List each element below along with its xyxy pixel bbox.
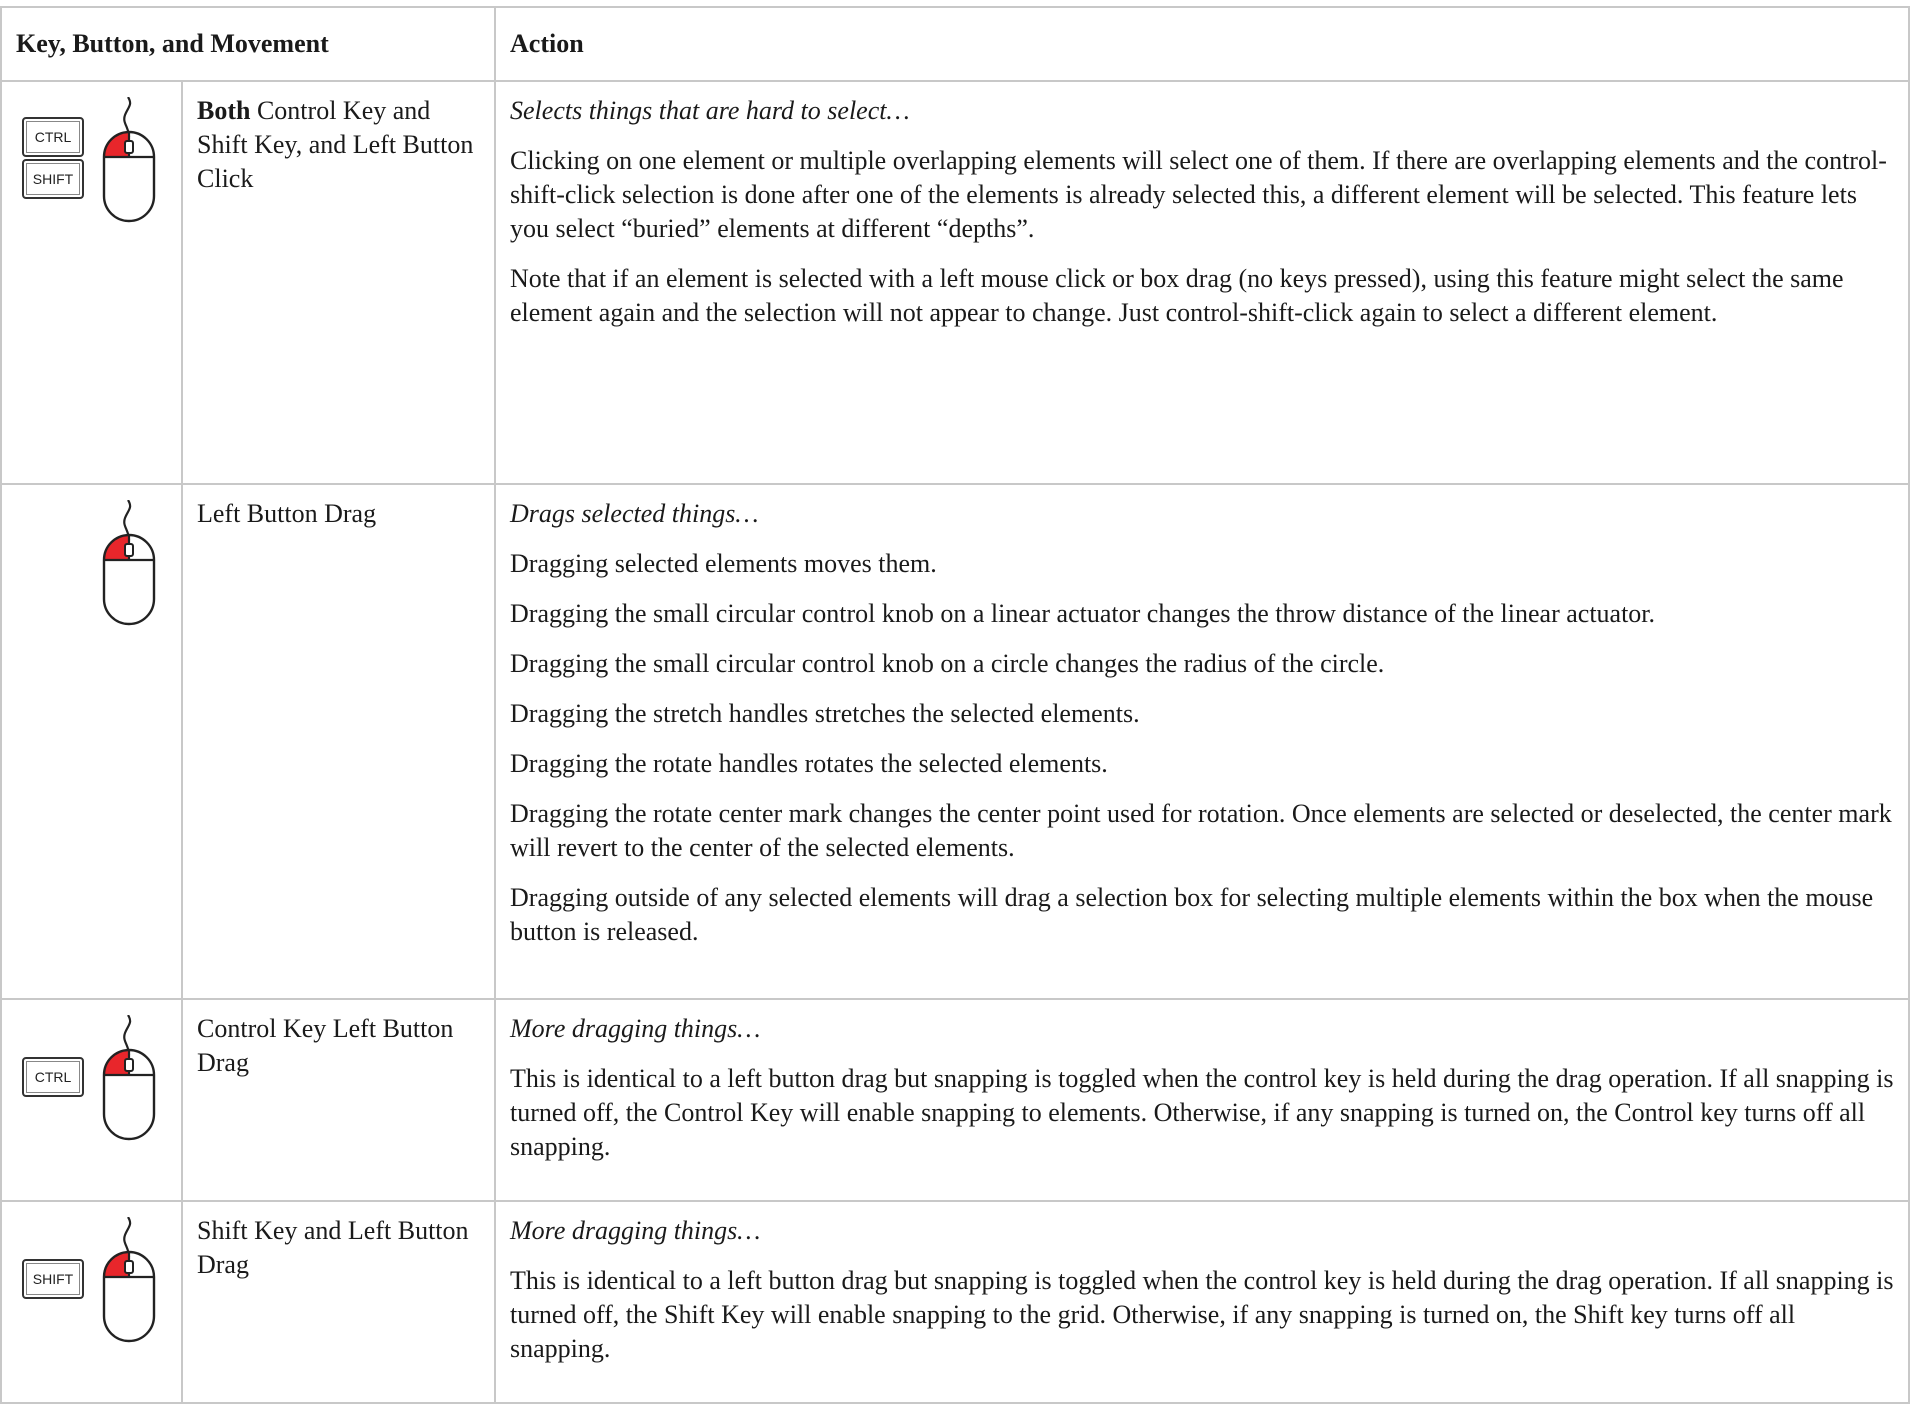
mouse-actions-table [0,6,1910,1404]
table-header-row [1,7,1909,81]
mouse-left-button-icon [98,1015,160,1141]
mouse-left-button-icon [98,1217,160,1343]
action-paragraph: Dragging the rotate handles rotates the selected elements. [510,749,1108,778]
key-text: Control Key and Shift Key, and Left Button Click [197,96,474,193]
action-description [495,1201,1909,1403]
action-paragraph: Dragging the small circular control knob on a linear actuator changes the throw distance of the linear actuator. [510,599,1656,628]
action-paragraph: This is identical to a left button drag but snapping is toggled when the control key is held during the drag operation. If all snapping is turned off, the Shift Key will enable snapping to the grid. Otherwise, if any snapping is turned on, the Shift key turns off all snapping. [510,1266,1894,1363]
ctrl-key-icon: CTRL [22,1057,84,1097]
action-paragraph: Dragging the stretch handles stretches the selected elements. [510,699,1140,728]
action-paragraph: Dragging the rotate center mark changes the center point used for rotation. Once elements are selected or deselected, the center mark will revert to the center of the selected elements. [510,799,1892,862]
action-paragraph: Dragging the small circular control knob on a circle changes the radius of the circle. [510,649,1385,678]
icon-cell [1,484,182,999]
key-emphasis: Both [197,96,251,125]
key-text: Shift Key and Left Button Drag [197,1216,469,1279]
action-description [495,81,1909,484]
action-description [495,484,1909,999]
shift-key-icon: SHIFT [22,1259,84,1299]
shift-key-icon: SHIFT [22,159,84,199]
mouse-left-button-icon [98,97,160,223]
action-paragraph: Clicking on one element or multiple overlapping elements will select one of them. If there are overlapping elements and the control-shift-click selection is done after one of the elements is already selected this, a different element will be selected. This feature lets you select “buried” elements at different “depths”. [510,146,1887,243]
action-paragraph: Dragging selected elements moves them. [510,549,937,578]
icon-cell [1,1201,182,1403]
ctrl-key-icon: CTRL [22,117,84,157]
key-text: Control Key Left Button Drag [197,1014,454,1077]
key-description [182,1201,495,1403]
table-row [1,484,1909,999]
key-description [182,999,495,1201]
action-lead: More dragging things… [510,1216,761,1245]
header-action: Action [495,7,1909,81]
action-lead: More dragging things… [510,1014,761,1043]
table-row [1,999,1909,1201]
header-key-button-movement: Key, Button, and Movement [1,7,495,81]
icon-cell [1,999,182,1201]
action-paragraph: Note that if an element is selected with a left mouse click or box drag (no keys pressed), using this feature might select the same element again and the selection will not appear to change. Just control-shift-click again to select a different element. [510,264,1844,327]
table-row [1,1201,1909,1403]
action-lead: Selects things that are hard to select… [510,96,910,125]
icon-cell [1,81,182,484]
action-paragraph: Dragging outside of any selected elements will drag a selection box for selecting multiple elements within the box when the mouse button is released. [510,883,1874,946]
action-paragraph: This is identical to a left button drag but snapping is toggled when the control key is held during the drag operation. If all snapping is turned off, the Control Key will enable snapping to elements. Otherwise, if any snapping is turned on, the Control key turns off all snapping. [510,1064,1894,1161]
key-description [182,81,495,484]
table-row [1,81,1909,484]
action-description [495,999,1909,1201]
mouse-left-button-icon [98,500,160,626]
key-description [182,484,495,999]
action-lead: Drags selected things… [510,499,759,528]
key-text: Left Button Drag [197,499,377,528]
